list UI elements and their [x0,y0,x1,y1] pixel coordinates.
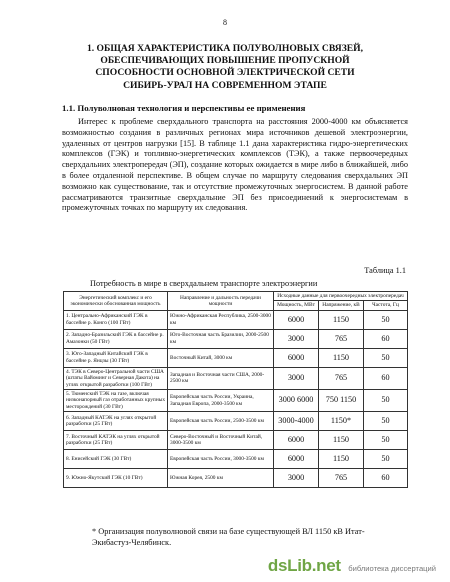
cell-power: 3000 6000 [274,390,319,412]
cell-power: 6000 [274,348,319,367]
cell-complex: 9. Южно-Якутский ГЭК (10 ГВт) [64,469,168,488]
page-number: 8 [223,18,227,27]
table-row [64,412,408,431]
cell-power: 3000 [274,469,319,488]
cell-complex: 8. Енисейский ГЭК (30 ГВт) [64,450,168,469]
body-paragraph: Интерес к проблеме сверхдального транспорта на расстояния 2000-4000 км объясняется возможностью создания в различных регионах мира источников дешевой электроэнергии, удаленных от центров нагрузки [15]. В таблице 1.1 дана характеристика гидро-энергетических комплексов (ГЭК) и топливно-энергетических комплексов (ТЭК), а также первоочередных сверхдальних электропередач (ЭП), создание которых ожидается в мире либо в ближайшей, либо в более отдаленной перспективе. В общем случае по маршруту следования сверхдальних ЭП возможно как существование, так и отсутствие промежуточных энергосистем. В данной работе рассматриваются транзитные сверхдальние ЭП без присоединений к энергосистемам в промежуточных точках по маршруту их следования. [62,117,408,213]
table-label: Таблица 1.1 [364,266,406,275]
cell-power: 3000-4000 [274,412,319,431]
cell-voltage: 1150 [319,310,364,329]
cell-complex: 7. Восточный КАТЭК на углях открытой разработки (25 ГВт) [64,431,168,450]
cell-complex: 5. Тюменский ТЭК на газе, включая низконапорный газ отработанных крупных месторождений (30 ГВт) [64,390,168,412]
cell-direction: Западная и Восточная части США, 2000-2500 км [168,367,274,389]
cell-direction: Европейская часть России, Украина, Западная Европа, 2000-3500 км [168,390,274,412]
header-complex: Энергетический комплекс и его экономически обоснованная мощность [64,292,168,311]
cell-direction: Восточный Китай, 3000 км [168,348,274,367]
table-footnote: * Организация полуволновой связи на базе существующей ВЛ 1150 кВ Итат-Экибастуз-Челябинск. [92,527,365,547]
watermark-logo: dsLib.net [267,556,341,575]
cell-frequency: 50 [364,390,408,412]
watermark-subtitle: библиотека диссертаций [348,564,436,573]
cell-power: 6000 [274,431,319,450]
cell-complex: 1. Центрально-Африканский ГЭК в бассейне р. Конго (100 ГВт) [64,310,168,329]
table-row [64,469,408,488]
header-initial-data: Исходные данные для первоочередных электропередач [274,292,408,301]
cell-frequency: 50 [364,412,408,431]
cell-power: 6000 [274,310,319,329]
cell-complex: 2. Западно-Бразильский ГЭК в бассейне р. Амазонки (50 ГВт) [64,329,168,348]
cell-frequency: 60 [364,367,408,389]
table-row [64,367,408,389]
header-power: Мощность, МВт [274,301,319,310]
cell-direction: Юго-Восточная часть Бразилии, 2000-2500 км [168,329,274,348]
cell-power: 3000 [274,329,319,348]
cell-direction: Южная Корея, 2500 км [168,469,274,488]
cell-frequency: 60 [364,469,408,488]
cell-direction: Северо-Восточный и Восточный Китай, 3000-3500 км [168,431,274,450]
table-row [64,390,408,412]
cell-complex: 3. Юго-Западный Китайский ГЭК в бассейне р. Янцзы (30 ГВт) [64,348,168,367]
table-row [64,329,408,348]
cell-frequency: 50 [364,450,408,469]
site-watermark [268,556,436,576]
cell-frequency: 60 [364,329,408,348]
header-direction: Направление и дальность передачи мощности [168,292,274,311]
cell-direction: Европейская часть России, 2500-3500 км [168,412,274,431]
table-row [64,310,408,329]
table-row [64,431,408,450]
energy-complex-table [63,291,408,488]
cell-voltage: 1150* [319,412,364,431]
table-row [64,348,408,367]
cell-voltage: 1150 [319,431,364,450]
cell-complex: 4. ТЭК в Северо-Центральной части США (штаты Вайоминг и Северная Дакота) на углях открытой разработки (100 ГВт) [64,367,168,389]
cell-voltage: 765 [319,367,364,389]
cell-frequency: 50 [364,348,408,367]
cell-voltage: 765 [319,329,364,348]
header-frequency: Частота, Гц [364,301,408,310]
cell-direction: Южно-Африканская Республика, 2500-3000 км [168,310,274,329]
table-caption: Потребность в мире в сверхдальнем транспорте электроэнергии [90,279,318,288]
cell-complex: 6. Западный КАТЭК на углях открытой разработки (25 ГВт) [64,412,168,431]
cell-frequency: 50 [364,431,408,450]
cell-voltage: 765 [319,469,364,488]
cell-power: 3000 [274,367,319,389]
cell-frequency: 50 [364,310,408,329]
cell-voltage: 1150 [319,450,364,469]
cell-voltage: 750 1150 [319,390,364,412]
chapter-title: 1. ОБЩАЯ ХАРАКТЕРИСТИКА ПОЛУВОЛНОВЫХ СВЯЗЕЙ, ОБЕСПЕЧИВАЮЩИХ ПОВЫШЕНИЕ ПРОПУСКНОЙ СПОСОБНОСТИ ОСНОВНОЙ ЭЛЕКТРИЧЕСКОЙ СЕТИ СИБИРЬ-УРАЛ НА СОВРЕМЕННОМ ЭТАПЕ [86,43,364,91]
section-title: 1.1. Полуволновая технология и перспективы ее применения [62,103,306,113]
table-row [64,450,408,469]
cell-voltage: 1150 [319,348,364,367]
cell-power: 6000 [274,450,319,469]
cell-direction: Европейская часть России, 3000-3500 км [168,450,274,469]
header-voltage: Напряжение, кВ [319,301,364,310]
